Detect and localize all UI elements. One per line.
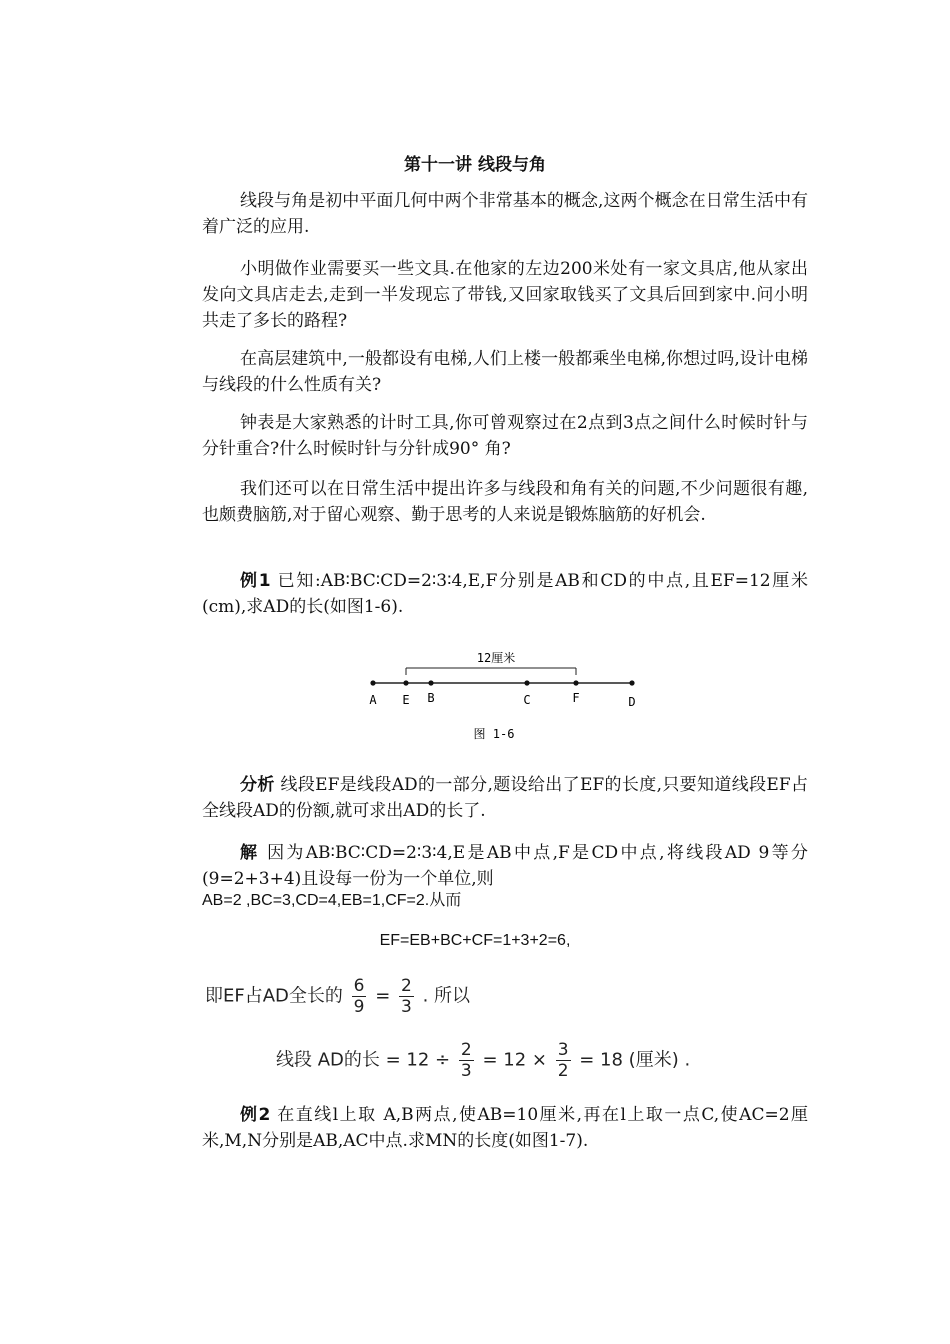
fraction-6-9 (352, 976, 367, 1017)
fraction-numerator: 2 (460, 1040, 472, 1060)
label-d: D (628, 695, 636, 709)
fraction-denominator: 3 (401, 997, 412, 1017)
example-2-text: 在直线l上取 A,B两点,使AB=10厘米,再在l上取一点C,使AC=2厘米,M,N分别是AB,AC中点.求MN的长度(如图1-7). (202, 1105, 808, 1151)
fraction-3-2 (556, 1040, 571, 1081)
intro-paragraph-1: 线段与角是初中平面几何中两个非常基本的概念,这两个概念在日常生活中有着广泛的应用. (202, 191, 808, 237)
label-c: C (523, 693, 531, 707)
intro-paragraph-5: 我们还可以在日常生活中提出许多与线段和角有关的问题,不少问题很有趣,也颇费脑筋,对于留心观察、勤于思考的人来说是锻炼脑筋的好机会. (202, 479, 808, 525)
point-a (370, 680, 375, 685)
ad-suffix: = 18 (厘米) . (579, 1049, 691, 1071)
analysis-label: 分析 (240, 775, 275, 795)
ad-prefix: 线段 AD的长 = 12 ÷ (276, 1049, 451, 1071)
example-2-label: 例2 (240, 1105, 271, 1125)
fraction-denominator: 3 (460, 1061, 472, 1081)
ratio-prefix: 即EF占AD全长的 (205, 985, 343, 1007)
point-d (629, 680, 634, 685)
equation-ratio (205, 976, 470, 1017)
example-1-label: 例1 (240, 571, 271, 591)
figure-1-6 (360, 642, 650, 752)
analysis (202, 772, 808, 824)
example-1 (202, 568, 808, 620)
solution-label: 解 (240, 843, 260, 863)
point-b (428, 680, 433, 685)
fraction-2-3 (399, 976, 414, 1017)
intro-paragraph-3: 在高层建筑中,一般都设有电梯,人们上楼一般都乘坐电梯,你想过吗,设计电梯与线段的什么性质有关? (202, 349, 808, 395)
example-2 (202, 1102, 808, 1154)
label-b: B (427, 691, 435, 705)
ratio-suffix: . 所以 (422, 985, 471, 1007)
intro-paragraph-2: 小明做作业需要买一些文具.在他家的左边200米处有一家文具店,他从家出发向文具店走去,走到一半发现忘了带钱,又回家取钱买了文具后回到家中.问小明共走了多长的路程? (202, 259, 808, 331)
solution-text: 因为AB∶BC∶CD=2∶3∶4,E是AB中点,F是CD中点,将线段AD 9等分(9=2+3+4)且设每一份为一个单位,则 (202, 843, 809, 889)
fraction-denominator: 2 (557, 1061, 569, 1081)
equation-ad (276, 1040, 690, 1081)
lecture-title: 第十一讲 线段与角 (404, 155, 546, 175)
fraction-numerator: 3 (557, 1040, 569, 1060)
span-label: 12厘米 (476, 651, 516, 665)
point-c (524, 680, 529, 685)
point-e (403, 680, 408, 685)
figure-caption: 图 1-6 (473, 727, 515, 741)
fraction-2-3 (459, 1040, 474, 1081)
ad-middle: = 12 × (482, 1049, 547, 1071)
example-1-text: 已知:AB∶BC∶CD=2∶3∶4,E,F分别是AB和CD的中点,且EF=12厘米(cm),求AD的长(如图1-6). (202, 571, 808, 617)
label-a: A (369, 693, 377, 707)
fraction-numerator: 6 (353, 976, 365, 996)
label-e: E (402, 693, 410, 707)
intro-paragraph-4: 钟表是大家熟悉的计时工具,你可曾观察过在2点到3点之间什么时候时针与分针重合?什么时候时针与分针成90° 角? (202, 413, 808, 459)
equation-ef: EF=EB+BC+CF=1+3+2=6, (379, 932, 571, 949)
analysis-text: 线段EF是线段AD的一部分,题设给出了EF的长度,只要知道线段EF占全线段AD的份额,就可求出AD的长了. (202, 775, 808, 821)
solution-line-2: AB=2 ,BC=3,CD=4,EB=1,CF=2.从而 (202, 892, 462, 909)
equals-sign: = (375, 985, 391, 1007)
label-f: F (572, 691, 580, 705)
point-f (573, 680, 578, 685)
solution (202, 840, 808, 892)
fraction-denominator: 9 (353, 997, 365, 1017)
fraction-numerator: 2 (401, 976, 412, 996)
